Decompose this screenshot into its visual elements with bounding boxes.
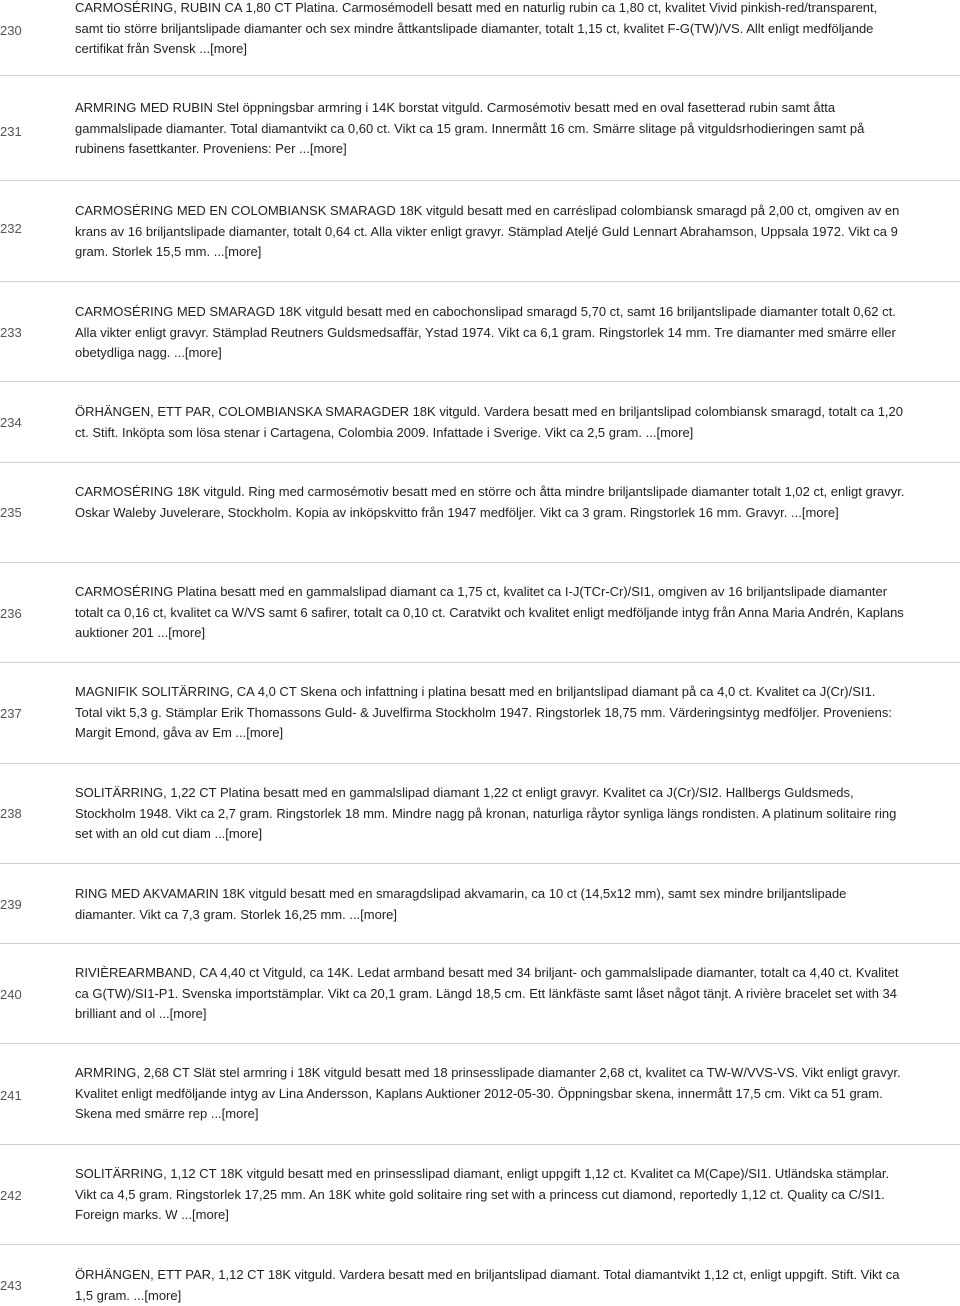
more-link[interactable]: [more] (192, 1207, 229, 1222)
more-link[interactable]: [more] (184, 345, 222, 360)
more-link[interactable]: [more] (246, 725, 284, 740)
more-link[interactable]: [more] (801, 504, 839, 520)
lot-number: 240 (0, 987, 22, 1002)
lot-number: 242 (0, 1188, 22, 1203)
lot-number: 243 (0, 1278, 22, 1293)
lot-description (75, 582, 905, 644)
lot-text: ÖRHÄNGEN, ETT PAR, 1,12 CT 18K vitguld. Vardera besatt med en briljantslipad diamant. Total diamantvikt 1,12 ct, enligt uppgift. Stift. Vikt ca 1,5 gram. ... (75, 1267, 900, 1303)
lot-number: 233 (0, 325, 22, 340)
lot-text: ARMRING, 2,68 CT Slät stel armring i 18K vitguld besatt med 18 prinsesslipade diamanter 2,68 ct, kvalitet ca TW-W/VVS-VS. Vikt enligt gravyr. Kvalitet enligt medföljande intyg av Lina Andersson, Kaplans Auktioner 2012-05-30. Öppningsbar skena, innermått 17,5 cm. Vikt ca 51 gram. Skena med smärre rep ... (75, 1065, 901, 1121)
more-link[interactable]: [more] (656, 424, 694, 440)
lot-description (75, 884, 905, 925)
lot-number: 234 (0, 415, 22, 430)
lot-text: ÖRHÄNGEN, ETT PAR, COLOMBIANSKA SMARAGDER 18K vitguld. Vardera besatt med en briljantslipad colombiansk smaragd, totalt ca 1,20 ct. Stift. Inköpta som lösa stenar i Cartagena, Colombia 2009. Infattade i Sverige. Vikt ca 2,5 gram. ... (75, 404, 904, 440)
lot-number: 235 (0, 505, 22, 520)
lot-description (75, 0, 905, 60)
lot-text: MAGNIFIK SOLITÄRRING, CA 4,0 CT Skena och infattning i platina besatt med en briljantslipad diamant på ca 4,0 ct. Kvalitet ca J(Cr)/SI1. Total vikt 5,3 g. Stämplar Erik Thomassons Guld- & Juvelfirma Stockholm 1947. Ringstorlek 18,75 mm. Värderingsintyg medföljer. Proveniens: Margit Emond, gåva av Em ... (75, 684, 892, 740)
divider (0, 863, 960, 864)
divider (0, 1144, 960, 1145)
lot-text: CARMOSÉRING, RUBIN CA 1,80 CT Platina. Carmosémodell besatt med en naturlig rubin ca 1,80 ct, kvalitet Vivid pinkish-red/transparent, samt tio större briljantslipade diamanter och sex mindre åttkantslipade diamanter, totalt 1,15 ct, kvalitet F-G(TW)/VS. Allt enligt medföljande certifikat från Svensk ... (75, 0, 878, 56)
lot-number: 238 (0, 806, 22, 821)
more-link[interactable]: [more] (309, 141, 347, 156)
divider (0, 763, 960, 764)
divider (0, 281, 960, 282)
lot-description (75, 1265, 905, 1306)
more-link[interactable]: [more] (225, 826, 263, 841)
divider (0, 462, 960, 463)
lot-description (75, 682, 905, 744)
lot-description (75, 302, 905, 364)
lot-description (75, 783, 905, 845)
divider (0, 562, 960, 563)
divider (0, 1244, 960, 1245)
more-link[interactable]: [more] (224, 244, 262, 259)
lot-text: SOLITÄRRING, 1,12 CT 18K vitguld besatt med en prinsesslipad diamant, enligt uppgift 1,12 ct. Kvalitet ca M(Cape)/SI1. Utländska stämplar. Vikt ca 4,5 gram. Ringstorlek 17,25 mm. An 18K white gold solitaire ring set with a princess cut diamond, reportedly 1,12 ct. Quality ca C/SI1. Foreign marks. W ... (75, 1166, 890, 1222)
divider (0, 381, 960, 382)
more-link[interactable]: [more] (360, 906, 398, 922)
lot-number: 237 (0, 706, 22, 721)
divider (0, 75, 960, 76)
lot-text: ARMRING MED RUBIN Stel öppningsbar armring i 14K borstat vitguld. Carmosémotiv besatt med en oval fasetterad rubin samt åtta gammalslipade diamanter. Total diamantvikt ca 0,60 ct. Vikt ca 15 gram. Innermått 16 cm. Smärre slitage på vitguldsrhodieringen samt på rubinens fasettkanter. Proveniens: Per ... (75, 100, 865, 156)
lot-description (75, 482, 905, 523)
more-link[interactable]: [more] (210, 41, 247, 56)
lot-description (75, 98, 905, 160)
lot-text: CARMOSÉRING MED EN COLOMBIANSK SMARAGD 18K vitguld besatt med en carréslipad colombiansk smaragd på 2,00 ct, omgiven av en krans av 16 briljantslipade diamanter, totalt 0,64 ct. Alla vikter enligt gravyr. Stämplad Ateljé Guld Lennart Abrahamson, Uppsala 1972. Vikt ca 9 gram. Storlek 15,5 mm. ... (75, 203, 900, 259)
lot-text: SOLITÄRRING, 1,22 CT Platina besatt med en gammalslipad diamant 1,22 ct enligt gravyr. Kvalitet ca J(Cr)/SI2. Hallbergs Guldsmeds, Stockholm 1948. Vikt ca 2,7 gram. Ringstorlek 18 mm. Mindre nagg på kronan, naturliga råytor synliga längs rondisten. A platinum solitaire ring set with an old cut diam ... (75, 785, 897, 841)
more-link[interactable]: [more] (144, 1287, 182, 1303)
lot-description (75, 1164, 905, 1226)
lot-description (75, 963, 905, 1025)
lot-description (75, 201, 905, 263)
lot-description (75, 1063, 905, 1125)
lot-number: 241 (0, 1088, 22, 1103)
lot-text: CARMOSÉRING MED SMARAGD 18K vitguld besatt med en cabochonslipad smaragd 5,70 ct, samt 16 briljantslipade diamanter totalt 0,62 ct. Alla vikter enligt gravyr. Stämplad Reutners Guldsmedsaffär, Ystad 1974. Vikt ca 6,1 gram. Ringstorlek 14 mm. Tre diamanter med smärre eller obetydliga nagg. ... (75, 304, 896, 360)
divider (0, 943, 960, 944)
divider (0, 1043, 960, 1044)
more-link[interactable]: [more] (221, 1106, 259, 1121)
divider (0, 662, 960, 663)
more-link[interactable]: [more] (168, 625, 206, 640)
lot-text: CARMOSÉRING 18K vitguld. Ring med carmosémotiv besatt med en större och åtta mindre briljantslipade diamanter totalt 1,02 ct, enligt gravyr. Oskar Waleby Juvelerare, Stockholm. Kopia av inköpskvitto från 1947 medföljer. Vikt ca 3 gram. Ringstorlek 16 mm. Gravyr. ... (75, 484, 905, 520)
lot-description (75, 402, 905, 443)
lot-text: RING MED AKVAMARIN 18K vitguld besatt med en smaragdslipad akvamarin, ca 10 ct (14,5x12 mm), samt sex mindre briljantslipade diamanter. Vikt ca 7,3 gram. Storlek 16,25 mm. ... (75, 886, 847, 922)
more-link[interactable]: [more] (169, 1006, 207, 1021)
lot-text: CARMOSÉRING Platina besatt med en gammalslipad diamant ca 1,75 ct, kvalitet ca I-J(TCr-Cr)/SI1, omgiven av 16 briljantslipade diamanter totalt ca 0,16 ct, kvalitet ca W/VS samt 6 safirer, totalt ca 0,10 ct. Caratvikt och kvalitet enligt medföljande intyg från Anna Maria Andrén, Kaplans auktioner 201 ... (75, 584, 904, 640)
lot-text: RIVIÈREARMBAND, CA 4,40 ct Vitguld, ca 14K. Ledat armband besatt med 34 briljant- och gammalslipade diamanter, totalt ca 4,40 ct. Kvalitet ca G(TW)/SI1-P1. Svenska importstämplar. Vikt ca 20,1 gram. Längd 18,5 cm. Ett länkfäste samt låset något tänjt. A rivière bracelet set with 34 brilliant and ol ... (75, 965, 899, 1021)
lot-number: 236 (0, 606, 22, 621)
lot-number: 239 (0, 897, 22, 912)
divider (0, 180, 960, 181)
lot-number: 232 (0, 221, 22, 236)
lot-number: 230 (0, 23, 22, 38)
lot-number: 231 (0, 124, 22, 139)
